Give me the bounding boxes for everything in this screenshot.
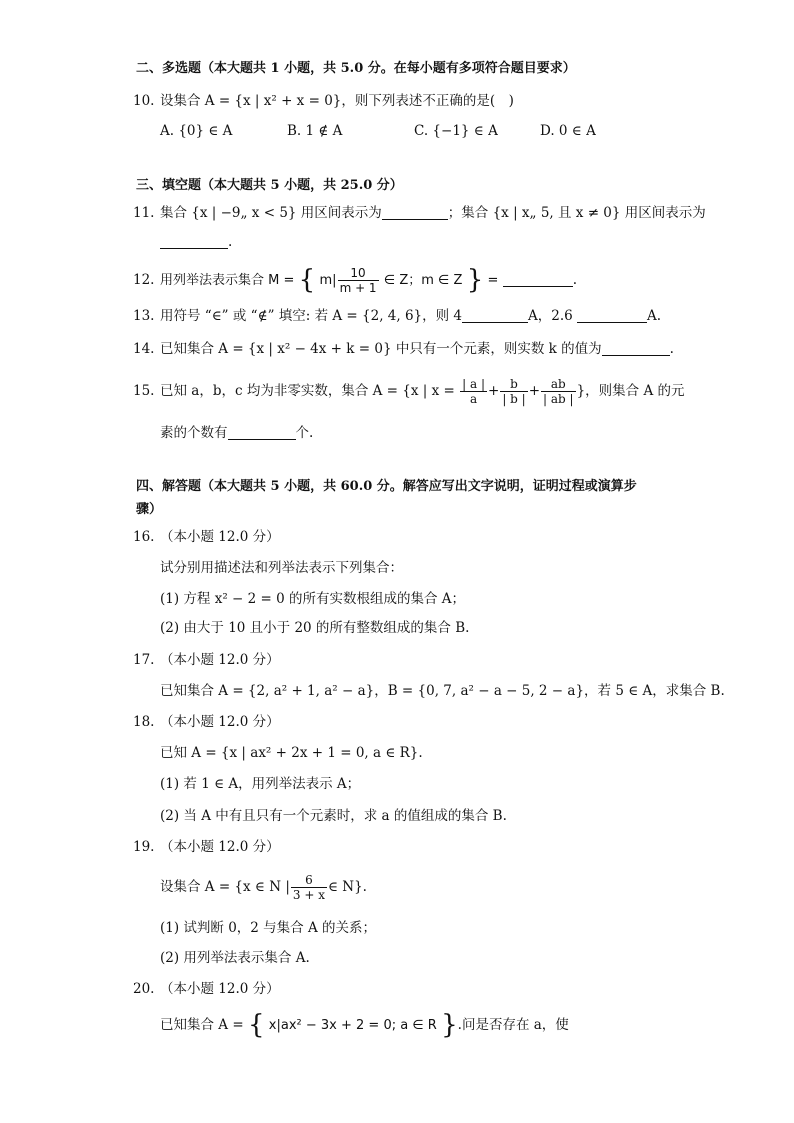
section-2-title: 二、多选题（本大题共 1 小题，共 5.0 分。在每小题有多项符合题目要求）: [136, 61, 576, 76]
question-16-line-1: 试分别用描述法和列举法表示下列集合：: [160, 560, 403, 576]
answer-blank: [160, 234, 228, 249]
question-10-options: [160, 121, 596, 141]
question-19-part-2: (2) 用列举法表示集合 A.: [160, 950, 310, 966]
question-13: [133, 306, 661, 326]
question-20-header: [133, 979, 280, 999]
answer-blank: [577, 308, 647, 323]
question-text: 设集合 A = {x ∈ N |: [160, 879, 290, 895]
denominator: | b |: [502, 392, 526, 406]
question-number: 11.: [133, 205, 155, 221]
score-note: （本小题 12.0 分）: [160, 839, 280, 855]
question-10-stem: [133, 91, 514, 111]
right-brace: }: [441, 1010, 458, 1040]
question-number: 18.: [133, 714, 155, 730]
question-text: .: [572, 272, 578, 288]
question-number: 12.: [133, 272, 155, 288]
question-text: .问是否存在 a，使: [457, 1017, 569, 1033]
denominator: m + 1: [339, 281, 377, 295]
question-number: 10.: [133, 93, 155, 109]
section-4-title-line-2: 骤）: [136, 502, 163, 517]
set-content: x|ax² − 3x + 2 = 0; a ∈ R: [268, 1018, 437, 1033]
numerator: ab: [541, 377, 576, 392]
question-text: 已知集合 A =: [160, 1017, 244, 1033]
fraction: [291, 873, 327, 902]
option-a: A. {0} ∈ A: [160, 123, 233, 139]
question-text: 用列举法表示集合 M =: [160, 273, 295, 288]
question-20-line-1: [160, 1012, 569, 1039]
denominator: | ab |: [543, 392, 574, 406]
question-text: .: [669, 341, 674, 357]
question-text: 个.: [295, 425, 314, 441]
answer-blank: [503, 272, 573, 287]
question-17-line-1: 已知集合 A = {2, a² + 1, a² − a}，B = {0, 7, a² − a − 5, 2 − a}，若 5 ∈ A，求集合 B.: [160, 683, 725, 699]
question-text: .: [228, 234, 233, 250]
question-number: 20.: [133, 981, 155, 997]
question-text: A，2.6: [528, 308, 573, 324]
question-text: 集合 {x | −9„ x < 5} 用区间表示为: [160, 205, 382, 221]
question-text: 设集合 A = {x | x² + x = 0}，则下列表述不正确的是( ): [160, 93, 514, 109]
question-number: 16.: [133, 529, 155, 545]
question-text: ∈ N}.: [327, 879, 367, 895]
question-number: 15.: [133, 383, 155, 399]
score-note: （本小题 12.0 分）: [160, 529, 280, 545]
question-18-part-2: (2) 当 A 中有且只有一个元素时，求 a 的值组成的集合 B.: [160, 808, 507, 824]
question-19-part-1: (1) 试判断 0，2 与集合 A 的关系；: [160, 920, 377, 936]
numerator: b: [500, 377, 527, 392]
question-number: 14.: [133, 341, 155, 357]
question-text: 已知集合 A = {x | x² − 4x + k = 0} 中只有一个元素，则实数 k 的值为: [160, 341, 602, 357]
question-14: [133, 339, 674, 359]
question-number: 17.: [133, 652, 155, 668]
numerator: | a |: [462, 377, 485, 391]
fraction: [338, 266, 379, 295]
question-19-header: [133, 837, 280, 857]
answer-blank: [602, 341, 670, 356]
answer-blank: [382, 205, 448, 220]
equals: =: [487, 273, 499, 288]
score-note: （本小题 12.0 分）: [160, 652, 280, 668]
option-c: C. {−1} ∈ A: [414, 123, 498, 139]
denominator: 3 + x: [292, 888, 325, 902]
question-18-header: [133, 712, 280, 732]
right-brace: }: [466, 265, 484, 295]
question-text: 已知 a，b，c 均为非零实数，集合 A = {x | x =: [160, 383, 455, 399]
set-suffix: ∈ Z；m ∈ Z: [383, 273, 463, 288]
section-4-title-line-1: 四、解答题（本大题共 5 小题，共 60.0 分。解答应写出文字说明，证明过程或演算步: [136, 479, 637, 494]
score-note: （本小题 12.0 分）: [160, 981, 280, 997]
question-text: ；集合 {x | x„ 5, 且 x ≠ 0} 用区间表示为: [447, 205, 706, 221]
question-19-line-1: [160, 871, 367, 903]
numerator: 10: [338, 266, 379, 281]
fraction-1: [460, 377, 487, 406]
left-brace: {: [247, 1010, 265, 1040]
section-3-title: 三、填空题（本大题共 5 小题，共 25.0 分）: [136, 178, 403, 193]
question-17-header: [133, 650, 280, 670]
fraction-3: [541, 377, 576, 406]
score-note: （本小题 12.0 分）: [160, 714, 280, 730]
question-15-line-1: 15. 已知 a，b，c 均为非零实数，集合 A = {x | x = $\frac{| a |}{a}$ + $\frac{b}{| b |}$ + $\frac{ab}{| ab |}$ }，则集合 A 的元: [133, 377, 685, 406]
question-18-line-1: 已知 A = {x | ax² + 2x + 1 = 0, a ∈ R}.: [160, 745, 423, 761]
question-15-line-2: [160, 423, 313, 443]
question-text: A.: [647, 308, 662, 324]
answer-blank: [462, 308, 528, 323]
left-brace: {: [298, 265, 316, 295]
question-11-line-2: [160, 232, 232, 252]
question-12: [133, 265, 577, 296]
question-number: 13.: [133, 308, 155, 324]
question-16-part-1: (1) 方程 x² − 2 = 0 的所有实数根组成的集合 A；: [160, 591, 466, 607]
question-text: 素的个数有: [160, 425, 228, 441]
question-16-part-2: (2) 由大于 10 且小于 20 的所有整数组成的集合 B.: [160, 620, 470, 636]
question-text: }，则集合 A 的元: [576, 383, 685, 399]
denominator: a: [469, 392, 478, 406]
answer-blank: [228, 425, 296, 440]
question-number: 19.: [133, 839, 155, 855]
question-16-header: [133, 527, 280, 547]
option-b: B. 1 ∉ A: [287, 123, 343, 139]
question-18-part-1: (1) 若 1 ∈ A，用列举法表示 A；: [160, 776, 361, 792]
numerator: 6: [291, 873, 327, 888]
option-d: D. 0 ∈ A: [540, 123, 596, 139]
question-11-line-1: [133, 203, 706, 223]
set-prefix: m|: [319, 273, 337, 288]
fraction-2: [500, 377, 527, 406]
question-text: 用符号 “∈” 或 “∉” 填空: 若 A = {2, 4, 6}，则 4: [160, 308, 463, 324]
